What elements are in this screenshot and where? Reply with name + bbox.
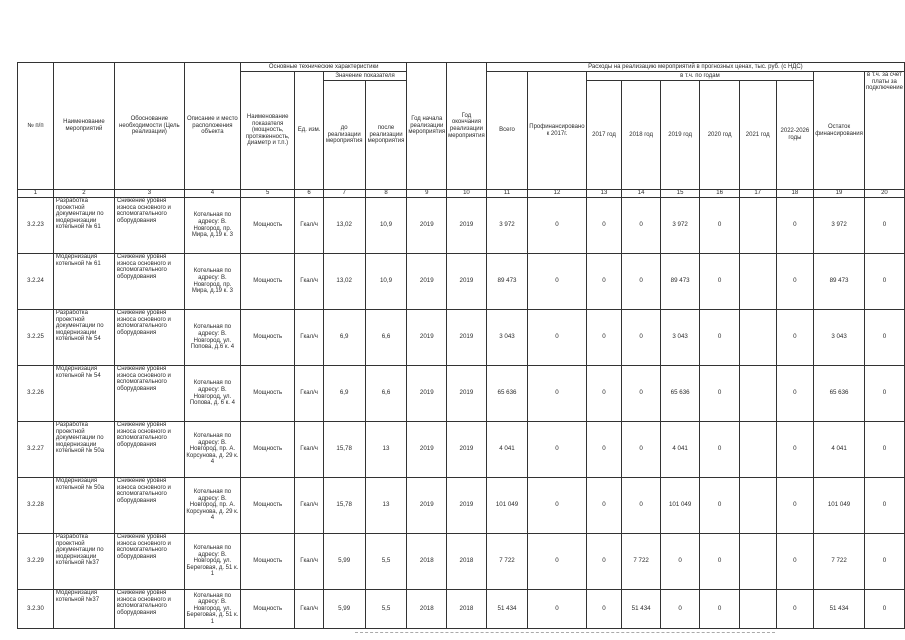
row-2017: 0 xyxy=(586,254,622,310)
row-2022-2026: 0 xyxy=(776,310,814,366)
row-total: 51 434 xyxy=(486,590,528,629)
row-total: 7 722 xyxy=(486,534,528,590)
row-remain: 3 043 xyxy=(814,310,865,366)
row-reason: Снижение уровня износа основного и вспомогательного оборудования xyxy=(114,310,184,366)
row-remain: 51 434 xyxy=(814,590,865,629)
row-param: Мощность xyxy=(240,254,294,310)
header-unit: Ед. изм. xyxy=(295,72,323,190)
header-value-group: Значение показателя xyxy=(323,72,407,81)
column-index-cell: 18 xyxy=(776,190,814,198)
column-index-row xyxy=(18,190,905,198)
row-location: Котельная по адресу: В. Новгород, ул. Попова, д.6 к. 4 xyxy=(184,310,240,366)
row-2022-2026: 0 xyxy=(776,422,814,478)
column-index-cell: 5 xyxy=(240,190,294,198)
row-2021 xyxy=(739,198,776,254)
row-number: 3.2.30 xyxy=(18,590,54,629)
row-name: Модернизация котельной № 61 xyxy=(53,254,114,310)
row-after: 5,5 xyxy=(365,534,407,590)
row-name: Модернизация котельной № 54 xyxy=(53,366,114,422)
row-2019: 3 043 xyxy=(660,310,699,366)
row-year-end: 2019 xyxy=(447,478,487,534)
row-incl: 0 xyxy=(864,366,904,422)
row-2017: 0 xyxy=(586,198,622,254)
row-year-start: 2019 xyxy=(407,422,447,478)
row-reason: Снижение уровня износа основного и вспомогательного оборудования xyxy=(114,534,184,590)
row-2020: 0 xyxy=(700,478,739,534)
row-remain: 101 049 xyxy=(814,478,865,534)
row-unit: Гкал/ч xyxy=(295,534,323,590)
column-index-cell: 1 xyxy=(18,190,54,198)
row-year-start: 2019 xyxy=(407,478,447,534)
row-2021 xyxy=(739,590,776,629)
row-name: Разработка проектной документации по модернизации котельной № 61 xyxy=(53,198,114,254)
row-2020: 0 xyxy=(700,422,739,478)
column-index-cell: 7 xyxy=(323,190,365,198)
row-reason: Снижение уровня износа основного и вспомогательного оборудования xyxy=(114,198,184,254)
column-index-cell: 3 xyxy=(114,190,184,198)
row-total: 3 972 xyxy=(486,198,528,254)
row-number: 3.2.23 xyxy=(18,198,54,254)
row-year-end: 2018 xyxy=(447,590,487,629)
row-before: 15,78 xyxy=(323,422,365,478)
row-param: Мощность xyxy=(240,366,294,422)
row-2019: 0 xyxy=(660,590,699,629)
row-unit: Гкал/ч xyxy=(295,198,323,254)
investment-table xyxy=(17,62,905,629)
header-after: после реализации мероприятия xyxy=(365,81,407,190)
header-2021: 2021 год xyxy=(739,81,776,190)
row-2017: 0 xyxy=(586,310,622,366)
row-2020: 0 xyxy=(700,310,739,366)
row-number: 3.2.29 xyxy=(18,534,54,590)
row-incl: 0 xyxy=(864,478,904,534)
row-after: 13 xyxy=(365,478,407,534)
row-before: 15,78 xyxy=(323,478,365,534)
row-2021 xyxy=(739,422,776,478)
row-unit: Гкал/ч xyxy=(295,366,323,422)
header-tech-group: Основные технические характеристики xyxy=(240,63,406,72)
row-2019: 3 972 xyxy=(660,198,699,254)
table-row xyxy=(18,366,905,422)
row-2018: 0 xyxy=(622,310,661,366)
row-after: 10,9 xyxy=(365,254,407,310)
row-2018: 0 xyxy=(622,422,661,478)
row-total: 3 043 xyxy=(486,310,528,366)
header-incl: в т.ч. за счет платы за подключение xyxy=(864,72,904,190)
header-costs-group: Расходы на реализацию мероприятий в прогнозных ценах, тыс. руб. (с НДС) xyxy=(486,63,904,72)
row-reason: Снижение уровня износа основного и вспомогательного оборудования xyxy=(114,478,184,534)
row-remain: 65 636 xyxy=(814,366,865,422)
row-after: 6,6 xyxy=(365,366,407,422)
header-reason: Обоснование необходимости (Цель реализации) xyxy=(114,63,184,190)
row-2022-2026: 0 xyxy=(776,590,814,629)
row-total: 4 041 xyxy=(486,422,528,478)
row-reason: Снижение уровня износа основного и вспомогательного оборудования xyxy=(114,254,184,310)
row-2017: 0 xyxy=(586,366,622,422)
row-2018: 51 434 xyxy=(622,590,661,629)
row-param: Мощность xyxy=(240,198,294,254)
row-before: 13,02 xyxy=(323,254,365,310)
header-2018: 2018 год xyxy=(622,81,661,190)
table-row xyxy=(18,422,905,478)
row-2022-2026: 0 xyxy=(776,198,814,254)
row-reason: Снижение уровня износа основного и вспомогательного оборудования xyxy=(114,366,184,422)
row-2019: 4 041 xyxy=(660,422,699,478)
table-row xyxy=(18,534,905,590)
header-2022-2026: 2022-2026 годы xyxy=(776,81,814,190)
row-total: 89 473 xyxy=(486,254,528,310)
row-prefinanced: 0 xyxy=(528,366,586,422)
row-number: 3.2.28 xyxy=(18,478,54,534)
row-year-start: 2018 xyxy=(407,534,447,590)
row-2017: 0 xyxy=(586,534,622,590)
column-index-cell: 19 xyxy=(814,190,865,198)
row-2021 xyxy=(739,478,776,534)
header-location: Описание и место расположения объекта xyxy=(184,63,240,190)
row-param: Мощность xyxy=(240,534,294,590)
row-2018: 0 xyxy=(622,198,661,254)
row-reason: Снижение уровня износа основного и вспомогательного оборудования xyxy=(114,590,184,629)
column-index-cell: 10 xyxy=(447,190,487,198)
row-unit: Гкал/ч xyxy=(295,422,323,478)
column-index-cell: 16 xyxy=(700,190,739,198)
row-year-end: 2019 xyxy=(447,310,487,366)
row-2017: 0 xyxy=(586,422,622,478)
row-after: 6,6 xyxy=(365,310,407,366)
row-2018: 0 xyxy=(622,254,661,310)
header-no: № п/п xyxy=(18,63,54,190)
header-prefinanced: Профинансировано к 2017г. xyxy=(528,72,586,190)
row-year-end: 2018 xyxy=(447,534,487,590)
row-2020: 0 xyxy=(700,198,739,254)
row-number: 3.2.25 xyxy=(18,310,54,366)
table-body xyxy=(18,198,905,629)
row-prefinanced: 0 xyxy=(528,310,586,366)
row-param: Мощность xyxy=(240,422,294,478)
header-remain: Остаток финансирования xyxy=(814,72,865,190)
column-index-cell: 12 xyxy=(528,190,586,198)
row-after: 5,5 xyxy=(365,590,407,629)
row-year-start: 2019 xyxy=(407,366,447,422)
column-index-cell: 20 xyxy=(864,190,904,198)
row-2019: 101 049 xyxy=(660,478,699,534)
row-prefinanced: 0 xyxy=(528,198,586,254)
table-row xyxy=(18,478,905,534)
row-2022-2026: 0 xyxy=(776,366,814,422)
row-param: Мощность xyxy=(240,478,294,534)
row-before: 13,02 xyxy=(323,198,365,254)
row-2022-2026: 0 xyxy=(776,478,814,534)
header-2017: 2017 год xyxy=(586,81,622,190)
row-location: Котельная по адресу: В. Новгород, пр. А. Корсунова, д. 29 к. 4 xyxy=(184,422,240,478)
row-location: Котельная по адресу: В. Новгород, ул. Попова, д. 6 к. 4 xyxy=(184,366,240,422)
row-incl: 0 xyxy=(864,590,904,629)
header-year-start: Год начала реализации мероприятия xyxy=(407,63,447,190)
row-unit: Гкал/ч xyxy=(295,310,323,366)
row-name: Модернизация котельной №37 xyxy=(53,590,114,629)
table-row xyxy=(18,590,905,629)
column-index-cell: 15 xyxy=(660,190,699,198)
column-index-cell: 9 xyxy=(407,190,447,198)
row-year-end: 2019 xyxy=(447,366,487,422)
row-total: 101 049 xyxy=(486,478,528,534)
row-year-start: 2019 xyxy=(407,198,447,254)
row-name: Модернизация котельной № 50а xyxy=(53,478,114,534)
header-2020: 2020 год xyxy=(700,81,739,190)
row-2018: 0 xyxy=(622,478,661,534)
header-2019: 2019 год xyxy=(660,81,699,190)
investment-table-sheet xyxy=(17,62,905,629)
row-before: 6,9 xyxy=(323,310,365,366)
row-prefinanced: 0 xyxy=(528,478,586,534)
row-2020: 0 xyxy=(700,254,739,310)
row-2017: 0 xyxy=(586,590,622,629)
row-after: 13 xyxy=(365,422,407,478)
column-index-cell: 8 xyxy=(365,190,407,198)
row-number: 3.2.26 xyxy=(18,366,54,422)
row-name: Разработка проектной документации по модернизации котельной № 54 xyxy=(53,310,114,366)
column-index-cell: 6 xyxy=(295,190,323,198)
row-prefinanced: 0 xyxy=(528,590,586,629)
row-prefinanced: 0 xyxy=(528,254,586,310)
row-2018: 0 xyxy=(622,366,661,422)
row-location: Котельная по адресу: В. Новгород, пр. Мира, д.19 к. 3 xyxy=(184,198,240,254)
row-prefinanced: 0 xyxy=(528,534,586,590)
row-name: Разработка проектной документации по модернизации котельной № 50а xyxy=(53,422,114,478)
row-number: 3.2.24 xyxy=(18,254,54,310)
row-location: Котельная по адресу: В. Новгород, пр. Мира, д.19 к. 3 xyxy=(184,254,240,310)
row-2022-2026: 0 xyxy=(776,254,814,310)
row-before: 5,99 xyxy=(323,590,365,629)
header-name: Наименование мероприятий xyxy=(53,63,114,190)
table-row xyxy=(18,198,905,254)
column-index-cell: 2 xyxy=(53,190,114,198)
row-prefinanced: 0 xyxy=(528,422,586,478)
header-before: до реализации мероприятия xyxy=(323,81,365,190)
row-reason: Снижение уровня износа основного и вспомогательного оборудования xyxy=(114,422,184,478)
row-year-end: 2019 xyxy=(447,254,487,310)
row-name: Разработка проектной документации по модернизации котельной №37 xyxy=(53,534,114,590)
table-row xyxy=(18,254,905,310)
row-2019: 0 xyxy=(660,534,699,590)
row-2021 xyxy=(739,310,776,366)
column-index-cell: 11 xyxy=(486,190,528,198)
row-2017: 0 xyxy=(586,478,622,534)
column-index-cell: 13 xyxy=(586,190,622,198)
row-2020: 0 xyxy=(700,534,739,590)
row-location: Котельная по адресу: В. Новгород, ул. Береговая, д. 51 к. 1 xyxy=(184,534,240,590)
row-unit: Гкал/ч xyxy=(295,254,323,310)
row-2021 xyxy=(739,534,776,590)
row-location: Котельная по адресу: В. Новгород, пр. А. Корсунова, д. 29 к. 4 xyxy=(184,478,240,534)
header-years-group: в т.ч. по годам xyxy=(586,72,814,81)
row-2018: 7 722 xyxy=(622,534,661,590)
row-param: Мощность xyxy=(240,590,294,629)
row-year-start: 2018 xyxy=(407,590,447,629)
row-before: 5,99 xyxy=(323,534,365,590)
row-unit: Гкал/ч xyxy=(295,478,323,534)
row-2019: 65 636 xyxy=(660,366,699,422)
row-2019: 89 473 xyxy=(660,254,699,310)
row-2020: 0 xyxy=(700,590,739,629)
table-row xyxy=(18,310,905,366)
row-unit: Гкал/ч xyxy=(295,590,323,629)
row-location: Котельная по адресу: В. Новгород, ул. Береговая, д. 51 к. 1 xyxy=(184,590,240,629)
row-remain: 4 041 xyxy=(814,422,865,478)
row-year-end: 2019 xyxy=(447,198,487,254)
row-2020: 0 xyxy=(700,366,739,422)
row-total: 65 636 xyxy=(486,366,528,422)
row-incl: 0 xyxy=(864,310,904,366)
row-year-start: 2019 xyxy=(407,254,447,310)
row-year-start: 2019 xyxy=(407,310,447,366)
row-remain: 89 473 xyxy=(814,254,865,310)
row-after: 10,9 xyxy=(365,198,407,254)
row-remain: 3 972 xyxy=(814,198,865,254)
column-index-cell: 17 xyxy=(739,190,776,198)
column-index-cell: 4 xyxy=(184,190,240,198)
header-total: Всего xyxy=(486,72,528,190)
row-param: Мощность xyxy=(240,310,294,366)
row-incl: 0 xyxy=(864,422,904,478)
row-incl: 0 xyxy=(864,254,904,310)
row-2021 xyxy=(739,366,776,422)
row-2022-2026: 0 xyxy=(776,534,814,590)
row-incl: 0 xyxy=(864,198,904,254)
row-number: 3.2.27 xyxy=(18,422,54,478)
row-remain: 7 722 xyxy=(814,534,865,590)
row-2021 xyxy=(739,254,776,310)
row-before: 6,9 xyxy=(323,366,365,422)
row-year-end: 2019 xyxy=(447,422,487,478)
header-param-name: Наименование показателя (мощность, протяженность, диаметр и т.п.) xyxy=(240,72,294,190)
row-incl: 0 xyxy=(864,534,904,590)
column-index-cell: 14 xyxy=(622,190,661,198)
scan-artifact-line xyxy=(355,632,775,634)
header-year-end: Год окончания реализации мероприятия xyxy=(447,63,487,190)
